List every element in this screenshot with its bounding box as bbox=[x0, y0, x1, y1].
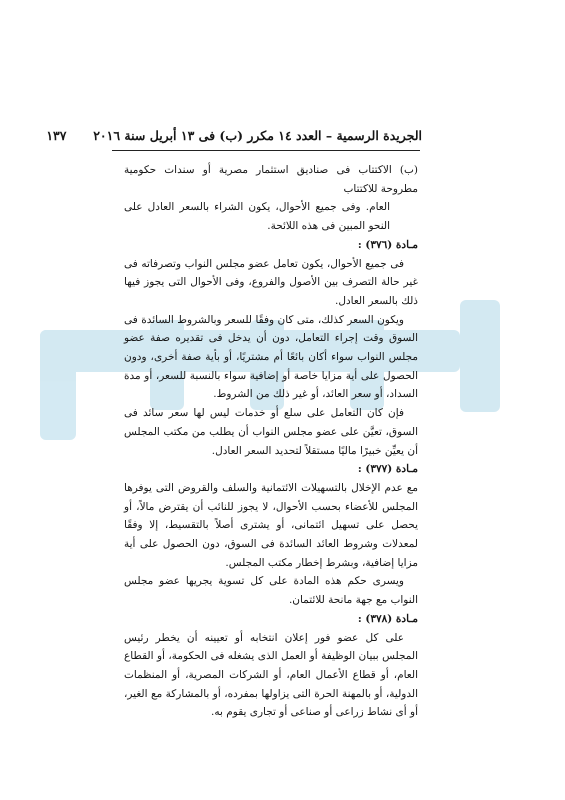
article-376-paragraph: ويكون السعر كذلك، متى كان وفقًا للسعر وبالشروط السائدة فى السوق وقت إجراء التعامل، دون أن يدخل فى تقديره صفة عضو مجلس النواب سواء أكان بائعًا أم مشتريًا، أو بأية صفة أخرى، ودون الحصول على أية مزايا خاصة أو إضافية سواء بالنسبة للسعر، أو مدة السداد، أو سعر العائد، أو غير ذلك من الشروط. bbox=[124, 313, 418, 401]
item-b-continuation: العام. وفى جميع الأحوال، يكون الشراء بالسعر العادل على النحو المبين فى هذه اللائحة. bbox=[124, 201, 390, 233]
article-378-paragraph: على كل عضو فور إعلان انتخابه أو تعيينه أن يخطر رئيس المجلس ببيان الوظيفة أو العمل الذى يشغله فى الحكومة، أو القطاع العام، أو قطاع الأعمال العام، أو الشركات المصرية، أو المنظمات الدولية، أو بالمهنة الحرة التى يزاولها بمفرده، أو بالمشاركة مع الغير، أو أى نشاط زراعى أو صناعى أو تجارى يقوم به. bbox=[124, 631, 418, 719]
item-b-first-line: (ب) الاكتتاب فى صناديق استثمار مصرية أو سندات حكومية مطروحة للاكتتاب bbox=[124, 164, 418, 195]
article-376-heading: مـادة (٣٧٦) : bbox=[357, 238, 418, 251]
article-376-paragraph: فى جميع الأحوال، يكون تعامل عضو مجلس النواب وتصرفاته فى غير حالة التصرف بين الأصول والفروع، وفى الأحوال التى يجوز فيها ذلك بالسعر العادل. bbox=[124, 257, 418, 307]
page-number: ١٣٧ bbox=[46, 128, 67, 143]
article-376-paragraph: فإن كان التعامل على سلع أو خدمات ليس لها سعر سائد فى السوق، تعيَّن على عضو مجلس النواب أن يطلب من مكتب المجلس أن يعيِّن خبيرًا ماليًا مستقلاً لتحديد السعر العادل. bbox=[124, 407, 418, 457]
watermark-text: المجلد bbox=[0, 300, 3, 301]
document-body bbox=[124, 161, 418, 722]
header-divider bbox=[112, 150, 420, 151]
article-377-paragraph: ويسرى حكم هذه المادة على كل تسوية يجريها عضو مجلس النواب مع جهة مانحة للائتمان. bbox=[124, 575, 418, 607]
page-header bbox=[46, 128, 422, 143]
article-378-heading: مـادة (٣٧٨) : bbox=[357, 612, 418, 625]
article-377-heading: مـادة (٣٧٧) : bbox=[357, 463, 418, 476]
gazette-title: الجريدة الرسمية – العدد ١٤ مكرر (ب) فى ١٣ أبريل سنة ٢٠١٦ bbox=[93, 128, 422, 143]
article-377-paragraph: مع عدم الإخلال بالتسهيلات الائتمانية والسلف والقروض التى يوفرها المجلس للأعضاء بحسب الأحوال، لا يجوز للنائب أن يقترض مالاً، أو يحصل على تسهيل ائتمانى، أو يشترى أصلاً بالتقسيط، إلا وفقًا لمعدلات وشروط العائد السائدة فى السوق، دون الحصول على أية مزايا إضافية، وبشرط إخطار مكتب المجلس. bbox=[124, 481, 418, 569]
